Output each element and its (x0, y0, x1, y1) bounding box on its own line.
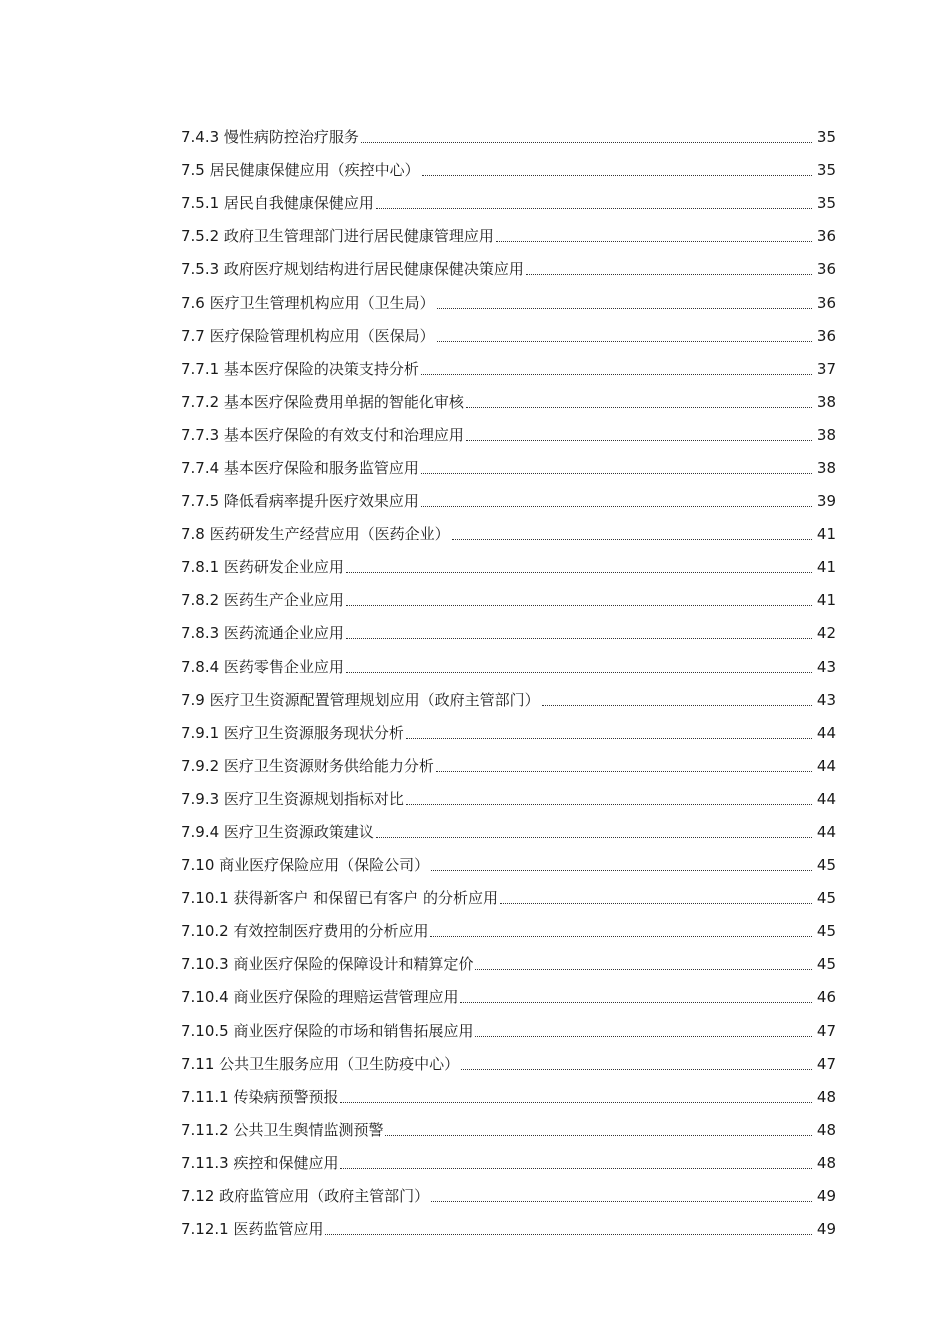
toc-entry-title: 7.11.2 公共卫生舆情监测预警 (181, 1120, 384, 1139)
toc-entry-page-number: 44 (816, 823, 836, 842)
toc-entry[interactable] (181, 320, 836, 353)
toc-entry-page-number: 42 (816, 624, 836, 643)
dot-leader (475, 969, 812, 970)
dot-leader (542, 705, 812, 706)
toc-entry-title: 7.8.1 医药研发企业应用 (181, 558, 344, 577)
toc-entry[interactable] (181, 849, 836, 882)
dot-leader (422, 175, 812, 176)
toc-entry-page-number: 39 (816, 492, 836, 511)
toc-entry-page-number: 35 (816, 194, 836, 213)
toc-entry-title: 7.11.3 疾控和保健应用 (181, 1153, 339, 1172)
toc-entry[interactable] (181, 419, 836, 452)
toc-entry-page-number: 41 (816, 558, 836, 577)
toc-entry-page-number: 46 (816, 988, 836, 1007)
table-of-contents (181, 121, 836, 1246)
toc-entry-page-number: 48 (816, 1153, 836, 1172)
toc-entry[interactable] (181, 551, 836, 584)
toc-entry-page-number: 36 (816, 227, 836, 246)
dot-leader (500, 903, 812, 904)
toc-entry[interactable] (181, 353, 836, 386)
toc-entry[interactable] (181, 187, 836, 220)
dot-leader (421, 506, 812, 507)
toc-entry[interactable] (181, 1180, 836, 1213)
dot-leader (430, 936, 812, 937)
toc-entry[interactable] (181, 816, 836, 849)
toc-entry-title: 7.11 公共卫生服务应用（卫生防疫中心） (181, 1054, 460, 1073)
toc-entry[interactable] (181, 452, 836, 485)
toc-entry-title: 7.8.3 医药流通企业应用 (181, 624, 344, 643)
toc-entry-title: 7.7.1 基本医疗保险的决策支持分析 (181, 359, 419, 378)
toc-entry[interactable] (181, 1048, 836, 1081)
toc-entry-title: 7.11.1 传染病预警预报 (181, 1087, 339, 1106)
toc-entry-title: 7.12 政府监管应用（政府主管部门） (181, 1187, 430, 1206)
toc-entry[interactable] (181, 485, 836, 518)
dot-leader (431, 870, 812, 871)
toc-entry-title: 7.5.3 政府医疗规划结构进行居民健康保健决策应用 (181, 260, 524, 279)
toc-entry-page-number: 38 (816, 458, 836, 477)
toc-entry-title: 7.10.1 获得新客户 和保留已有客户 的分析应用 (181, 889, 499, 908)
toc-entry-page-number: 48 (816, 1087, 836, 1106)
dot-leader (346, 572, 812, 573)
dot-leader (346, 638, 812, 639)
toc-entry[interactable] (181, 750, 836, 783)
toc-entry[interactable] (181, 717, 836, 750)
toc-entry-page-number: 36 (816, 326, 836, 345)
dot-leader (496, 241, 812, 242)
toc-entry-page-number: 37 (816, 359, 836, 378)
toc-entry[interactable] (181, 783, 836, 816)
toc-entry-title: 7.10.3 商业医疗保险的保障设计和精算定价 (181, 955, 474, 974)
dot-leader (437, 341, 812, 342)
toc-entry-title: 7.10 商业医疗保险应用（保险公司） (181, 856, 430, 875)
toc-entry-page-number: 49 (816, 1187, 836, 1206)
toc-entry[interactable] (181, 617, 836, 650)
dot-leader (340, 1168, 812, 1169)
toc-entry-page-number: 44 (816, 723, 836, 742)
dot-leader (340, 1102, 812, 1103)
toc-entry-title: 7.8.4 医药零售企业应用 (181, 657, 344, 676)
toc-entry-page-number: 44 (816, 756, 836, 775)
toc-entry[interactable] (181, 1213, 836, 1246)
toc-entry-page-number: 41 (816, 525, 836, 544)
toc-entry-title: 7.4.3 慢性病防控治疗服务 (181, 128, 359, 147)
dot-leader (421, 374, 812, 375)
dot-leader (421, 473, 812, 474)
toc-entry[interactable] (181, 253, 836, 286)
toc-entry-page-number: 35 (816, 161, 836, 180)
dot-leader (406, 738, 812, 739)
toc-entry-title: 7.8.2 医药生产企业应用 (181, 591, 344, 610)
dot-leader (361, 142, 812, 143)
toc-entry-page-number: 45 (816, 955, 836, 974)
toc-entry-page-number: 43 (816, 657, 836, 676)
toc-entry[interactable] (181, 1015, 836, 1048)
toc-entry-page-number: 43 (816, 690, 836, 709)
toc-entry-title: 7.5 居民健康保健应用（疾控中心） (181, 161, 420, 180)
toc-entry-title: 7.7.3 基本医疗保险的有效支付和治理应用 (181, 425, 464, 444)
toc-entry-title: 7.9.1 医疗卫生资源服务现状分析 (181, 723, 404, 742)
toc-entry-title: 7.10.2 有效控制医疗费用的分析应用 (181, 922, 429, 941)
dot-leader (466, 407, 812, 408)
dot-leader (436, 771, 812, 772)
toc-entry-page-number: 38 (816, 392, 836, 411)
dot-leader (376, 837, 812, 838)
toc-entry-page-number: 45 (816, 889, 836, 908)
toc-entry[interactable] (181, 1114, 836, 1147)
toc-entry-title: 7.9.4 医疗卫生资源政策建议 (181, 823, 374, 842)
dot-leader (431, 1201, 812, 1202)
toc-entry[interactable] (181, 584, 836, 617)
toc-entry[interactable] (181, 948, 836, 981)
dot-leader (346, 672, 812, 673)
dot-leader (385, 1135, 812, 1136)
toc-entry-page-number: 45 (816, 922, 836, 941)
dot-leader (376, 208, 812, 209)
toc-entry[interactable] (181, 981, 836, 1014)
dot-leader (461, 1069, 812, 1070)
toc-entry[interactable] (181, 1081, 836, 1114)
toc-entry[interactable] (181, 684, 836, 717)
toc-entry-title: 7.9 医疗卫生资源配置管理规划应用（政府主管部门） (181, 690, 540, 709)
toc-entry-title: 7.9.3 医疗卫生资源规划指标对比 (181, 789, 404, 808)
dot-leader (325, 1234, 812, 1235)
toc-entry-title: 7.7.4 基本医疗保险和服务监管应用 (181, 458, 419, 477)
dot-leader (475, 1036, 812, 1037)
toc-entry[interactable] (181, 915, 836, 948)
toc-entry-title: 7.6 医疗卫生管理机构应用（卫生局） (181, 293, 435, 312)
toc-entry-page-number: 48 (816, 1120, 836, 1139)
toc-entry[interactable] (181, 286, 836, 319)
toc-entry[interactable] (181, 386, 836, 419)
toc-entry-title: 7.7.5 降低看病率提升医疗效果应用 (181, 492, 419, 511)
toc-entry-title: 7.10.4 商业医疗保险的理赔运营管理应用 (181, 988, 459, 1007)
toc-entry[interactable] (181, 1147, 836, 1180)
toc-entry[interactable] (181, 121, 836, 154)
dot-leader (346, 605, 812, 606)
toc-entry-title: 7.9.2 医疗卫生资源财务供给能力分析 (181, 756, 434, 775)
toc-entry-title: 7.7.2 基本医疗保险费用单据的智能化审核 (181, 392, 464, 411)
dot-leader (406, 804, 812, 805)
toc-entry[interactable] (181, 220, 836, 253)
toc-entry[interactable] (181, 651, 836, 684)
toc-entry-page-number: 35 (816, 128, 836, 147)
toc-entry[interactable] (181, 154, 836, 187)
dot-leader (437, 308, 812, 309)
dot-leader (452, 539, 812, 540)
toc-entry-page-number: 47 (816, 1054, 836, 1073)
toc-entry-page-number: 47 (816, 1021, 836, 1040)
toc-entry[interactable] (181, 518, 836, 551)
toc-entry-title: 7.5.2 政府卫生管理部门进行居民健康管理应用 (181, 227, 494, 246)
toc-entry[interactable] (181, 882, 836, 915)
toc-entry-page-number: 44 (816, 789, 836, 808)
dot-leader (460, 1002, 812, 1003)
toc-entry-title: 7.10.5 商业医疗保险的市场和销售拓展应用 (181, 1021, 474, 1040)
toc-entry-page-number: 45 (816, 856, 836, 875)
toc-entry-title: 7.8 医药研发生产经营应用（医药企业） (181, 525, 450, 544)
toc-entry-title: 7.5.1 居民自我健康保健应用 (181, 194, 374, 213)
toc-entry-title: 7.12.1 医药监管应用 (181, 1220, 324, 1239)
dot-leader (526, 274, 812, 275)
dot-leader (466, 440, 812, 441)
toc-entry-page-number: 49 (816, 1220, 836, 1239)
toc-entry-title: 7.7 医疗保险管理机构应用（医保局） (181, 326, 435, 345)
toc-entry-page-number: 36 (816, 293, 836, 312)
toc-entry-page-number: 41 (816, 591, 836, 610)
toc-entry-page-number: 36 (816, 260, 836, 279)
toc-entry-page-number: 38 (816, 425, 836, 444)
